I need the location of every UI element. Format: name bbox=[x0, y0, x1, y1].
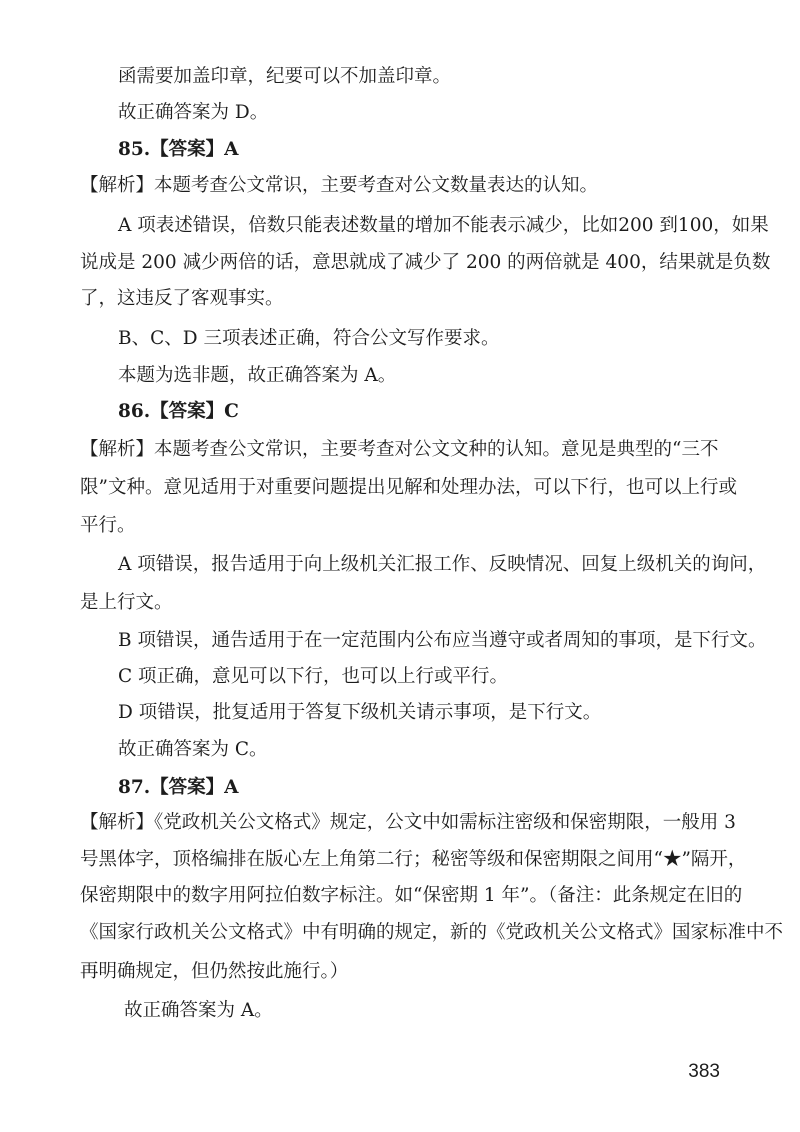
text-line: 保密期限中的数字用阿拉伯数字标注。如“保密期 1 年”。（备注：此条规定在旧的 bbox=[80, 885, 743, 906]
text-line: 函需要加盖印章，纪要可以不加盖印章。 bbox=[118, 66, 452, 87]
text-line: 《国家行政机关公文格式》中有明确的规定，新的《党政机关公文格式》国家标准中不 bbox=[80, 922, 784, 943]
text-line: 故正确答案为 C。 bbox=[118, 739, 268, 760]
text-line: 号黑体字，顶格编排在版心左上角第二行；秘密等级和保密期限之间用“★”隔开， bbox=[80, 849, 747, 870]
answer-heading: 86.【答案】C bbox=[118, 401, 239, 422]
text-line: A 项错误，报告适用于向上级机关汇报工作、反映情况、回复上级机关的询问， bbox=[118, 554, 767, 575]
answer-heading: 85.【答案】A bbox=[118, 139, 239, 160]
text-line: 故正确答案为 A。 bbox=[124, 1000, 273, 1021]
text-line: 了，这违反了客观事实。 bbox=[80, 288, 284, 309]
text-line: B 项错误，通告适用于在一定范围内公布应当遵守或者周知的事项，是下行文。 bbox=[118, 630, 767, 651]
text-line: D 项错误，批复适用于答复下级机关请示事项，是下行文。 bbox=[118, 702, 602, 723]
text-line: 平行。 bbox=[80, 515, 136, 536]
analysis-line: 【解析】本题考查公文常识，主要考查对公文数量表达的认知。 bbox=[80, 175, 599, 196]
text-line: B、C、D 三项表述正确，符合公文写作要求。 bbox=[118, 328, 500, 349]
answer-heading: 87.【答案】A bbox=[118, 777, 239, 798]
page-number: 383 bbox=[688, 1061, 720, 1082]
analysis-line: 【解析】《党政机关公文格式》规定，公文中如需标注密级和保密期限，一般用 3 bbox=[80, 812, 736, 833]
text-line: A 项表述错误，倍数只能表述数量的增加不能表示减少，比如200 到100，如果 bbox=[118, 215, 769, 236]
text-line: 故正确答案为 D。 bbox=[118, 102, 269, 123]
text-line: 说成是 200 减少两倍的话，意思就成了减少了 200 的两倍就是 400，结果就是负数 bbox=[80, 252, 771, 273]
text-line: 是上行文。 bbox=[80, 592, 173, 613]
text-line: 本题为选非题，故正确答案为 A。 bbox=[118, 365, 397, 386]
text-line: C 项正确，意见可以下行，也可以上行或平行。 bbox=[118, 666, 509, 687]
analysis-line: 【解析】本题考查公文常识，主要考查对公文文种的认知。意见是典型的“三不 bbox=[80, 439, 719, 460]
text-line: 再明确规定，但仍然按此施行。） bbox=[80, 961, 349, 982]
text-line: 限”文种。意见适用于对重要问题提出见解和处理办法，可以下行，也可以上行或 bbox=[80, 477, 737, 498]
